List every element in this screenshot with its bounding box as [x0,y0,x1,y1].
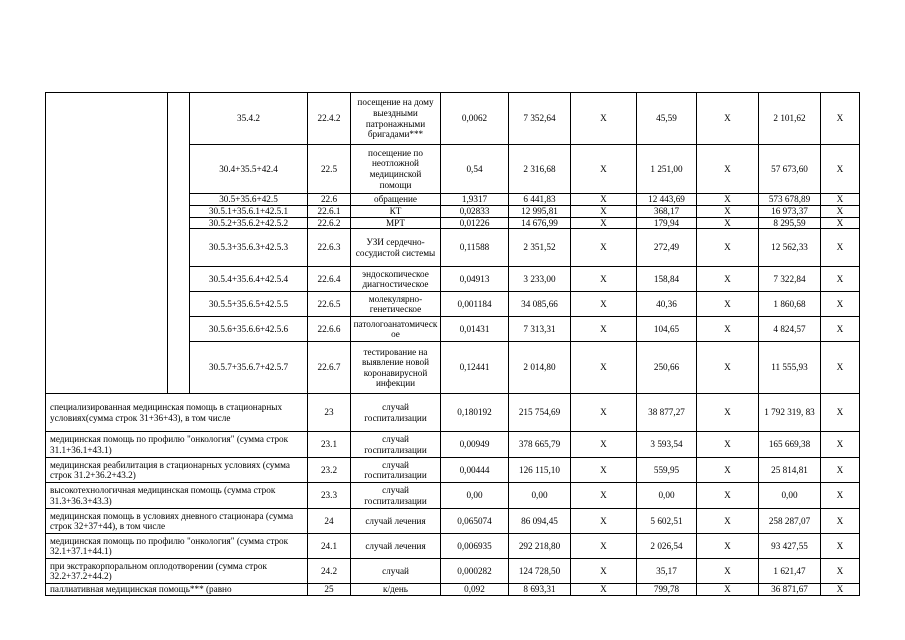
blank-cell [168,93,190,145]
rate-cell: 0,065074 [441,509,509,534]
value-cell: 40,36 [637,292,697,317]
blank-cell [46,342,168,394]
unit-cell: посещение по неотложной медицинской помощи [351,145,441,194]
value-cell: 35,17 [637,559,697,584]
rate-cell: 0,00444 [441,458,509,483]
formula-cell: 30.4+35.5+42.4 [190,145,308,194]
value-cell: 38 877,27 [637,394,697,432]
formula-cell: 30.5.1+35.6.1+42.5.1 [190,206,308,218]
cost-cell: 2 014,80 [509,342,571,394]
table-row [46,458,860,483]
unit-cell: посещение на дому выездными патронажными бригадами*** [351,93,441,145]
value-cell: 250,66 [637,342,697,394]
value-cell: 36 871,67 [759,584,821,596]
rate-cell: 0,01431 [441,317,509,342]
cost-cell: 86 094,45 [509,509,571,534]
unit-cell: случай госпитализации [351,394,441,432]
value-cell: Х [821,432,860,458]
rate-cell: 0,000282 [441,559,509,584]
blank-cell [46,267,168,292]
value-cell: Х [697,206,759,218]
blank-cell [46,229,168,267]
blank-cell [168,292,190,317]
value-cell: Х [571,267,637,292]
value-cell: 16 973,37 [759,206,821,218]
value-cell: Х [571,458,637,483]
table-row [46,483,860,509]
line-number-cell: 22.6.7 [308,342,351,394]
value-cell: 93 427,55 [759,534,821,559]
cost-cell: 126 115,10 [509,458,571,483]
unit-cell: КТ [351,206,441,218]
unit-cell: случай лечения [351,509,441,534]
rate-cell: 0,0062 [441,93,509,145]
table-row [46,93,860,145]
line-number-cell: 22.6.3 [308,229,351,267]
formula-cell: 30.5.3+35.6.3+42.5.3 [190,229,308,267]
value-cell: Х [697,534,759,559]
value-cell: Х [821,534,860,559]
unit-cell: случай лечения [351,534,441,559]
table-row [46,217,860,229]
line-number-cell: 23.2 [308,458,351,483]
rate-cell: 0,180192 [441,394,509,432]
formula-cell: 30.5+35.6+42.5 [190,194,308,206]
line-number-cell: 23.3 [308,483,351,509]
rate-cell: 0,00949 [441,432,509,458]
value-cell: Х [821,483,860,509]
value-cell: 12 443,69 [637,194,697,206]
table-row [46,342,860,394]
value-cell: 573 678,89 [759,194,821,206]
table-row [46,584,860,596]
value-cell: 8 295,59 [759,217,821,229]
value-cell: 272,49 [637,229,697,267]
rate-cell: 0,006935 [441,534,509,559]
rate-cell: 0,02833 [441,206,509,218]
value-cell: Х [821,229,860,267]
value-cell: Х [821,458,860,483]
table-row [46,145,860,194]
value-cell: 7 322,84 [759,267,821,292]
value-cell: Х [821,194,860,206]
blank-cell [168,217,190,229]
value-cell: Х [571,342,637,394]
blank-cell [168,145,190,194]
value-cell: 2 101,62 [759,93,821,145]
unit-cell: патологоанатомическое [351,317,441,342]
table-row [46,229,860,267]
row-name-cell: при экстракорпоральном оплодотворении (сумма строк 32.2+37.2+44.2) [46,559,308,584]
line-number-cell: 22.6.2 [308,217,351,229]
unit-cell: случай [351,559,441,584]
value-cell: 1 860,68 [759,292,821,317]
value-cell: 1 621,47 [759,559,821,584]
value-cell: 11 555,93 [759,342,821,394]
value-cell: 57 673,60 [759,145,821,194]
value-cell: Х [821,509,860,534]
value-cell: Х [571,206,637,218]
unit-cell: УЗИ сердечно-сосудистой системы [351,229,441,267]
value-cell: 3 593,54 [637,432,697,458]
cost-cell: 7 313,31 [509,317,571,342]
rate-cell: 0,11588 [441,229,509,267]
formula-cell: 30.5.6+35.6.6+42.5.6 [190,317,308,342]
cost-cell: 0,00 [509,483,571,509]
table-row [46,509,860,534]
value-cell: Х [821,559,860,584]
table-row [46,206,860,218]
value-cell: Х [571,483,637,509]
value-cell: Х [821,317,860,342]
value-cell: Х [571,432,637,458]
value-cell: 45,59 [637,93,697,145]
formula-cell: 30.5.5+35.6.5+42.5.5 [190,292,308,317]
tariff-table [45,92,860,596]
value-cell: Х [571,559,637,584]
rate-cell: 0,01226 [441,217,509,229]
value-cell: 2 026,54 [637,534,697,559]
value-cell: 25 814,81 [759,458,821,483]
table-row [46,534,860,559]
formula-cell: 35.4.2 [190,93,308,145]
line-number-cell: 23 [308,394,351,432]
rate-cell: 1,9317 [441,194,509,206]
value-cell: Х [571,194,637,206]
value-cell: 1 251,00 [637,145,697,194]
cost-cell: 12 995,81 [509,206,571,218]
value-cell: Х [821,93,860,145]
row-name-cell: паллиативная медицинская помощь*** (равно [46,584,308,596]
value-cell: Х [571,229,637,267]
blank-cell [168,342,190,394]
table-row [46,317,860,342]
cost-cell: 215 754,69 [509,394,571,432]
unit-cell: случай госпитализации [351,483,441,509]
value-cell: 799,78 [637,584,697,596]
row-name-cell: специализированная медицинская помощь в стационарных условиях(сумма строк 31+36+43), в том числе [46,394,308,432]
rate-cell: 0,092 [441,584,509,596]
row-name-cell: медицинская помощь по профилю "онкология" (сумма строк 31.1+36.1+43.1) [46,432,308,458]
value-cell: Х [571,292,637,317]
blank-cell [168,229,190,267]
value-cell: 12 562,33 [759,229,821,267]
blank-cell [168,317,190,342]
value-cell: Х [821,292,860,317]
value-cell: Х [697,229,759,267]
cost-cell: 6 441,83 [509,194,571,206]
value-cell: 0,00 [759,483,821,509]
value-cell: Х [821,267,860,292]
row-name-cell: медицинская реабилитация в стационарных условиях (сумма строк 31.2+36.2+43.2) [46,458,308,483]
cost-cell: 292 218,80 [509,534,571,559]
value-cell: Х [697,483,759,509]
value-cell: Х [697,394,759,432]
unit-cell: МРТ [351,217,441,229]
value-cell: Х [697,342,759,394]
line-number-cell: 22.6 [308,194,351,206]
value-cell: Х [571,509,637,534]
formula-cell: 30.5.4+35.6.4+42.5.4 [190,267,308,292]
unit-cell: эндоскопическое диагностическое [351,267,441,292]
value-cell: 559,95 [637,458,697,483]
value-cell: 179,94 [637,217,697,229]
unit-cell: молекулярно-генетическое [351,292,441,317]
unit-cell: обращение [351,194,441,206]
cost-cell: 2 351,52 [509,229,571,267]
unit-cell: случай госпитализации [351,458,441,483]
value-cell: Х [697,292,759,317]
blank-cell [168,206,190,218]
value-cell: 368,17 [637,206,697,218]
table-row [46,292,860,317]
cost-cell: 2 316,68 [509,145,571,194]
line-number-cell: 23.1 [308,432,351,458]
cost-cell: 3 233,00 [509,267,571,292]
formula-cell: 30.5.2+35.6.2+42.5.2 [190,217,308,229]
row-name-cell: медицинская помощь в условиях дневного стационара (сумма строк 32+37+44), в том числе [46,509,308,534]
line-number-cell: 22.6.5 [308,292,351,317]
cost-cell: 124 728,50 [509,559,571,584]
value-cell: 4 824,57 [759,317,821,342]
value-cell: Х [697,217,759,229]
line-number-cell: 22.6.6 [308,317,351,342]
line-number-cell: 22.5 [308,145,351,194]
value-cell: Х [697,194,759,206]
cost-cell: 7 352,64 [509,93,571,145]
value-cell: Х [571,317,637,342]
value-cell: Х [697,432,759,458]
line-number-cell: 25 [308,584,351,596]
blank-cell [46,206,168,218]
value-cell: Х [821,145,860,194]
blank-cell [46,217,168,229]
line-number-cell: 22.6.4 [308,267,351,292]
rate-cell: 0,54 [441,145,509,194]
table-row [46,432,860,458]
value-cell: 165 669,38 [759,432,821,458]
unit-cell: к/день [351,584,441,596]
blank-cell [46,317,168,342]
rate-cell: 0,12441 [441,342,509,394]
value-cell: Х [697,584,759,596]
value-cell: Х [821,217,860,229]
value-cell: Х [697,93,759,145]
line-number-cell: 24.1 [308,534,351,559]
value-cell: Х [571,217,637,229]
value-cell: 104,65 [637,317,697,342]
value-cell: 258 287,07 [759,509,821,534]
blank-cell [46,194,168,206]
table-row [46,394,860,432]
value-cell: Х [697,317,759,342]
value-cell: Х [821,394,860,432]
cost-cell: 14 676,99 [509,217,571,229]
table-row [46,194,860,206]
line-number-cell: 22.6.1 [308,206,351,218]
line-number-cell: 24 [308,509,351,534]
rate-cell: 0,00 [441,483,509,509]
blank-cell [46,145,168,194]
blank-cell [168,194,190,206]
value-cell: Х [697,509,759,534]
cost-cell: 34 085,66 [509,292,571,317]
value-cell: Х [697,559,759,584]
value-cell: Х [697,267,759,292]
value-cell: Х [697,145,759,194]
value-cell: Х [821,206,860,218]
line-number-cell: 24.2 [308,559,351,584]
formula-cell: 30.5.7+35.6.7+42.5.7 [190,342,308,394]
value-cell: 0,00 [637,483,697,509]
value-cell: Х [821,584,860,596]
row-name-cell: медицинская помощь по профилю "онкология" (сумма строк 32.1+37.1+44.1) [46,534,308,559]
value-cell: Х [571,394,637,432]
cost-cell: 378 665,79 [509,432,571,458]
value-cell: Х [571,93,637,145]
blank-cell [168,267,190,292]
unit-cell: случай госпитализации [351,432,441,458]
rate-cell: 0,04913 [441,267,509,292]
value-cell: Х [697,458,759,483]
value-cell: Х [571,145,637,194]
value-cell: Х [821,342,860,394]
value-cell: Х [571,534,637,559]
cost-cell: 8 693,31 [509,584,571,596]
unit-cell: тестирование на выявление новой коронавирусной инфекции [351,342,441,394]
table-row [46,267,860,292]
line-number-cell: 22.4.2 [308,93,351,145]
value-cell: 1 792 319, 83 [759,394,821,432]
value-cell: 158,84 [637,267,697,292]
value-cell: 5 602,51 [637,509,697,534]
value-cell: Х [571,584,637,596]
table-row [46,559,860,584]
blank-cell [46,93,168,145]
row-name-cell: высокотехнологичная медицинская помощь (сумма строк 31.3+36.3+43.3) [46,483,308,509]
blank-cell [46,292,168,317]
rate-cell: 0,001184 [441,292,509,317]
